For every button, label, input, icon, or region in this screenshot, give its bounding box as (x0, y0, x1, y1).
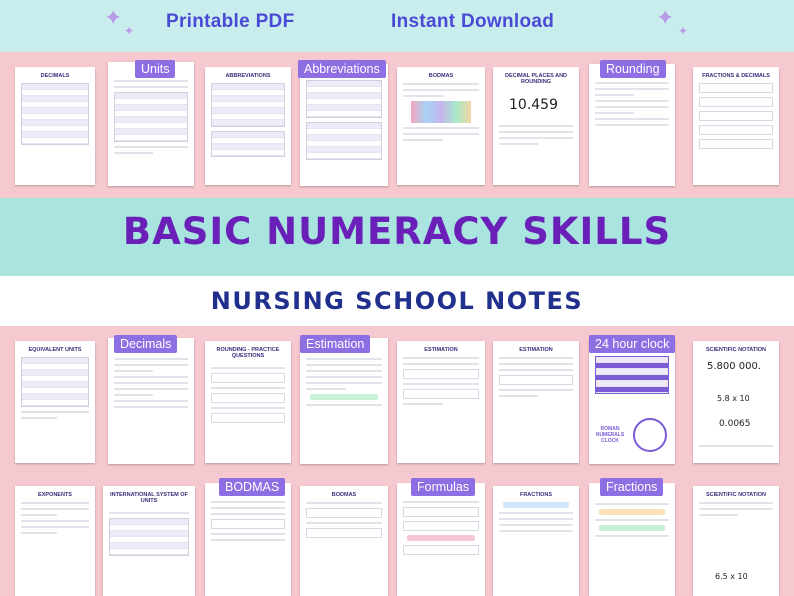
header-band (0, 0, 794, 52)
main-title: BASIC NUMERACY SKILLS (122, 210, 672, 253)
clock-icon (633, 418, 667, 452)
page-thumb-fractions-2 (589, 483, 675, 596)
page-thumb-decimals-2 (108, 338, 194, 464)
bodmas-graphic (411, 101, 471, 123)
tag-abbreviations: Abbreviations (298, 60, 386, 78)
page-thumb-units (108, 62, 194, 186)
page-thumb-international-units: INTERNATIONAL SYSTEM OF UNITS (103, 486, 195, 596)
tag-estimation: Estimation (300, 335, 370, 353)
roman-numerals-label: ROMAN NUMERALS CLOCK (595, 426, 625, 444)
sci-sample-exp: 5.8 x 10 (717, 394, 750, 403)
tag-fractions: Fractions (600, 478, 663, 496)
sci-sample-value: 5.800 000. (707, 361, 762, 372)
page-thumb-24-hour-clock (589, 338, 675, 464)
page-thumb-rounding (589, 64, 675, 186)
subtitle: NURSING SCHOOL NOTES (210, 287, 584, 315)
page-thumb-exponents: EXPONENTS (15, 486, 95, 596)
page-thumb-fractions: FRACTIONS (493, 486, 579, 596)
decimal-sample-value: 10.459 (509, 97, 558, 113)
printable-pdf-label: Printable PDF (166, 11, 295, 32)
page-thumb-bodmas-3: BODMAS (300, 486, 388, 596)
sparkle-icon-left-small: ✦ (124, 24, 135, 38)
tag-bodmas: BODMAS (219, 478, 285, 496)
page-thumb-estimation-3: ESTIMATION (493, 341, 579, 463)
page-thumb-estimation-1 (300, 338, 388, 464)
page-thumb-scientific-notation-2: SCIENTIFIC NOTATION 6.5 x 10 (693, 486, 779, 596)
sci-sample-value-2: 0.0065 (719, 419, 751, 429)
tag-decimals: Decimals (114, 335, 177, 353)
tag-units: Units (135, 60, 175, 78)
sparkle-icon-left: ✦ (104, 6, 123, 31)
tag-formulas: Formulas (411, 478, 475, 496)
sparkle-icon-right: ✦ (656, 6, 675, 31)
instant-download-label: Instant Download (391, 11, 555, 32)
page-thumb-abbreviations: ABBREVIATIONS (205, 67, 291, 185)
page-thumb-bodmas-2 (205, 483, 291, 596)
page-thumb-decimals: DECIMALS (15, 67, 95, 185)
page-thumb-fractions-decimals: FRACTIONS & DECIMALS (693, 67, 779, 185)
tag-24-hour-clock: 24 hour clock (589, 335, 675, 353)
page-thumb-equivalent-units: EQUIVALENT UNITS (15, 341, 95, 463)
page-thumb-scientific-notation: SCIENTIFIC NOTATION 5.800 000. 5.8 x 10 0.0065 (693, 341, 779, 463)
page-thumb-bodmas: BODMAS (397, 67, 485, 185)
sparkle-icon-right-small: ✦ (678, 24, 689, 38)
tag-rounding: Rounding (600, 60, 666, 78)
page-thumb-rounding-practice: ROUNDING - PRACTICE QUESTIONS (205, 341, 291, 463)
sci-sample-exp-2: 6.5 x 10 (715, 572, 748, 581)
page-thumb-estimation-2: ESTIMATION (397, 341, 485, 463)
page-thumb-formulas (397, 483, 485, 596)
page-thumb-decimal-places: DECIMAL PLACES AND ROUNDING 10.459 (493, 67, 579, 185)
page-thumb-abbreviations-2 (300, 64, 388, 186)
